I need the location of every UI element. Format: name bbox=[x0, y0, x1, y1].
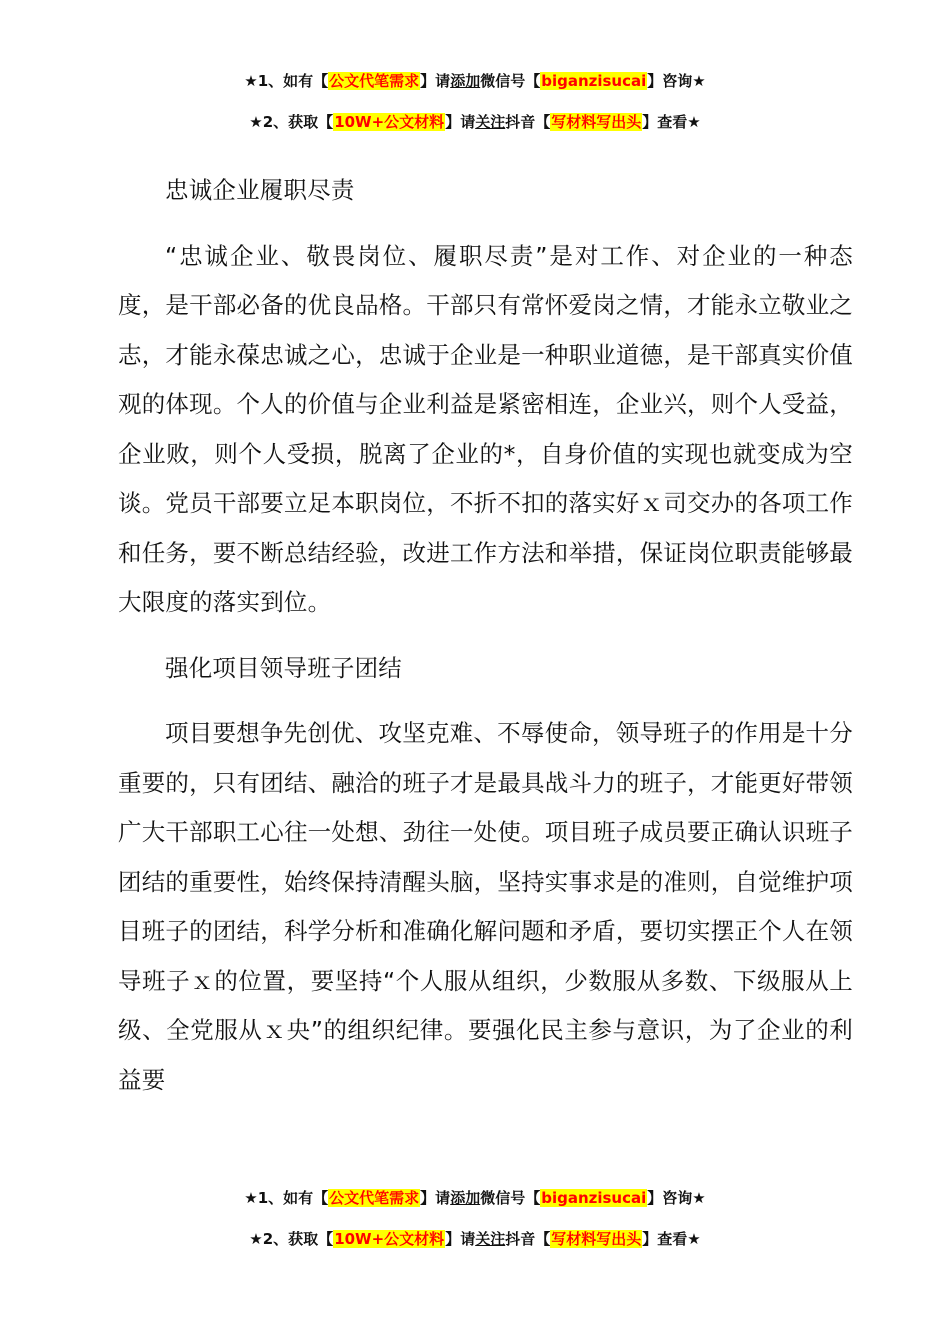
banner-text: ★1、如有【 bbox=[244, 1189, 329, 1207]
bottom-banner-line-1 bbox=[0, 1188, 950, 1208]
document-body bbox=[118, 166, 853, 1121]
banner-emphasis: 添加 bbox=[450, 72, 481, 90]
banner-highlight: 公文代笔需求 bbox=[329, 1189, 420, 1207]
top-banner-line-2 bbox=[0, 112, 950, 132]
banner-text: 微信号【 bbox=[480, 1189, 541, 1207]
banner-emphasis: 关注 bbox=[475, 1230, 506, 1248]
banner-text: ★2、获取【 bbox=[249, 113, 334, 131]
banner-text: 抖音【 bbox=[505, 1230, 551, 1248]
top-banner-line-1 bbox=[0, 71, 950, 91]
section-heading-unity: 强化项目领导班子团结 bbox=[165, 653, 402, 682]
banner-text: 抖音【 bbox=[505, 113, 551, 131]
banner-highlight-douyin: 写材料写出头 bbox=[551, 1230, 642, 1248]
banner-highlight: 10W+公文材料 bbox=[334, 113, 445, 131]
banner-text: 】请 bbox=[445, 113, 476, 131]
banner-text: 】查看★ bbox=[642, 113, 701, 131]
banner-highlight: 公文代笔需求 bbox=[329, 72, 420, 90]
banner-emphasis: 添加 bbox=[450, 1189, 481, 1207]
banner-text: ★2、获取【 bbox=[249, 1230, 334, 1248]
banner-highlight-wechat: biganzisucai bbox=[541, 72, 647, 90]
banner-text: 】请 bbox=[420, 72, 451, 90]
paragraph-unity: 项目要想争先创优、攻坚克难、不辱使命，领导班子的作用是十分重要的，只有团结、融洽的班子才是最具战斗力的班子，才能更好带领广大干部职工心往一处想、劲往一处使。项目班子成员要正确认识班子团结的重要性，始终保持清醒头脑，坚持实事求是的准则，自觉维护项目班子的团结，科学分析和准确化解问题和矛盾，要切实摆正个人在领导班子ｘ的位置，要坚持“个人服从组织，少数服从多数、下级服从上级、全党服从ｘ央”的组织纪律。要强化民主参与意识，为了企业的利益要 bbox=[118, 719, 853, 1094]
banner-text: 】咨询★ bbox=[647, 1189, 706, 1207]
banner-highlight-wechat: biganzisucai bbox=[541, 1189, 647, 1207]
banner-highlight-douyin: 写材料写出头 bbox=[551, 113, 642, 131]
paragraph-loyalty: “忠诚企业、敬畏岗位、履职尽责”是对工作、对企业的一种态度，是干部必备的优良品格。干部只有常怀爱岗之情，才能永立敬业之志，才能永葆忠诚之心，忠诚于企业是一种职业道德，是干部真实价值观的体现。个人的价值与企业利益是紧密相连，企业兴，则个人受益，企业败，则个人受损，脱离了企业的*，自身价值的实现也就变成为空谈。党员干部要立足本职岗位，不折不扣的落实好ｘ司交办的各项工作和任务，要不断总结经验，改进工作方法和举措，保证岗位职责能够最大限度的落实到位。 bbox=[118, 241, 853, 616]
banner-text: 】请 bbox=[445, 1230, 476, 1248]
bottom-banner-line-2 bbox=[0, 1229, 950, 1249]
banner-text: 微信号【 bbox=[480, 72, 541, 90]
banner-text: 】查看★ bbox=[642, 1230, 701, 1248]
banner-highlight: 10W+公文材料 bbox=[334, 1230, 445, 1248]
banner-text: 】咨询★ bbox=[647, 72, 706, 90]
banner-text: ★1、如有【 bbox=[244, 72, 329, 90]
section-heading-loyalty: 忠诚企业履职尽责 bbox=[165, 176, 355, 204]
banner-text: 】请 bbox=[420, 1189, 451, 1207]
banner-emphasis: 关注 bbox=[475, 113, 506, 131]
